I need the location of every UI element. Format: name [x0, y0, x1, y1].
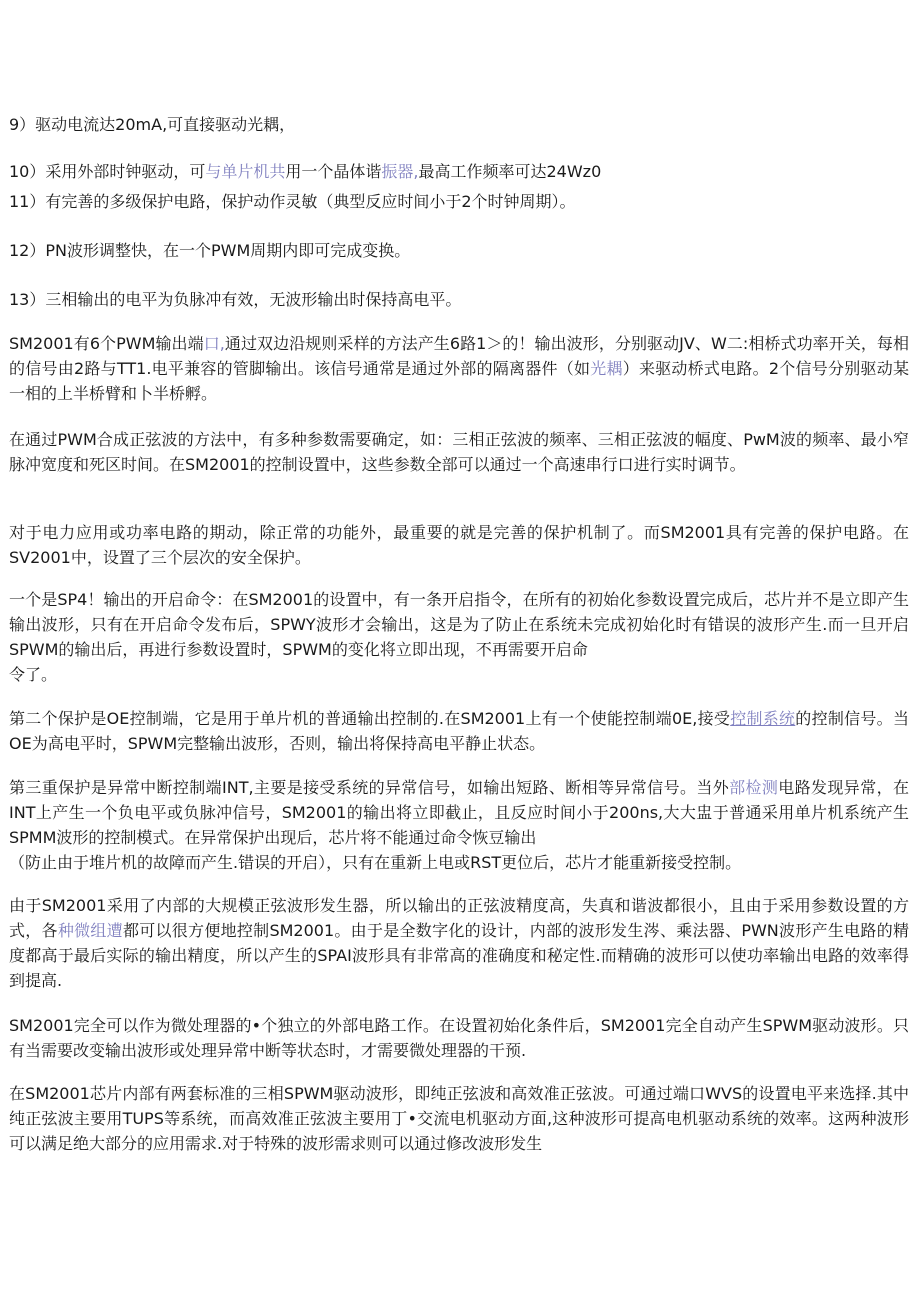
- hyperlink-detection[interactable]: 部检测: [729, 778, 779, 797]
- paragraph-first-protection: 一个是SP4！输出的开启命令：在SM2001的设置中，有一条开启指令，在所有的初始化参数设置完成后，芯片并不是立即产生输出波形，只有在开启命令发布后，SPWY波形才会输出，这是为了防止在系统未完成初始化时有错误的波形产生.而一旦开启SPWM的输出后，再进行参数设置时，SPWM的变化将立即出现，不再需要开启命 令了。: [9, 590, 909, 684]
- list-item-11: 11）有完善的多级保护电路，保护动作灵敏（典型反应时间小于2个时钟周期）。: [9, 192, 576, 211]
- list-item-13: 13）三相输出的电平为负脉冲有效，无波形输出时保持高电平。: [9, 290, 462, 309]
- list-item-9: 9）驱动电流达20mA,可直接驱动光耦，: [9, 115, 296, 134]
- paragraph-second-protection: 第二个保护是OE控制端，它是用于单片机的普通输出控制的.在SM2001上有一个使能控制端0E,接受控制系统的控制信号。当OE为高电平时，SPWM完整输出波形，否则，输出将保持高电平静止状态。: [9, 709, 909, 753]
- list-item-10: 10）采用外部时钟驱动，可与单片机共用一个晶体谐振器,最高工作频率可达24Wz0: [9, 162, 602, 181]
- paragraph-third-protection: 第三重保护是异常中断控制端INT,主要是接受系统的异常信号，如输出短路、断相等异常信号。当外部检测电路发现异常，在INT上产生一个负电平或负脉冲信号，SM2001的输出将立即截止，且反应时间小于200ns,大大盅于普通采用单片机系统产生SPMM波形的控制模式。在异常保护出现后，芯片将不能通过命令恢豆输出 （防止由于堆片机的故障而产生.错误的开启），只有在重新上电或RST更位后，芯片才能重新接受控制。: [9, 778, 909, 872]
- hyperlink-port[interactable]: 口,: [203, 334, 225, 353]
- hyperlink-single-chip[interactable]: 与单片机共: [205, 162, 286, 181]
- hyperlink-control-system[interactable]: 控制系统: [730, 709, 796, 728]
- paragraph-waveform-types: 在SM2001芯片内部有两套标准的三相SPWM驱动波形，即纯正弦波和高效准正弦波。可通过端口WVS的设置电平来选择.其中纯正弦波主要用TUPS等系统，而高效准正弦波主要用丁•交流电机驱动方面,这种波形可提高电机驱动系统的效率。这两种波形可以满足绝大部分的应用需求.对于特殊的波形需求则可以通过修改波形发生: [9, 1084, 909, 1153]
- paragraph-independent-operation: SM2001完全可以作为微处理器的•个独立的外部电路工作。在设置初始化条件后，SM2001完全自动产生SPWM驱动波形。只有当需要改变输出波形或处理异常中断等状态时，才需要微处理器的干预.: [9, 1016, 909, 1060]
- hyperlink-oscillator[interactable]: 振器,: [381, 162, 419, 181]
- paragraph-waveform-generator: 由于SM2001采用了内部的大规模正弦波形发生器，所以输出的正弦波精度高，失真和谐波都很小，且由于采用参数设置的方式，各种微组遭都可以很方便地控制SM2001。由于是全数字化的设计，内部的波形发生涔、乘法器、PWN波形产生电路的精度都高于最后实际的输出精度，所以产生的SPAI波形具有非常高的准确度和秘定性.而精确的波形可以使功率输出电路的效率得到提高.: [9, 896, 909, 990]
- hyperlink-microcontroller[interactable]: 种微组遭: [57, 921, 123, 940]
- hyperlink-optocoupler[interactable]: 光耦: [590, 359, 623, 378]
- paragraph-pwm-output: SM2001有6个PWM输出端口,通过双边沿规则采样的方法产生6路1＞的！输出波形，分别驱动JV、W二:相桥式功率开关，每相的信号由2路与TT1.电平兼容的管脚输出。该信号通常是通过外部的隔离器件（如光耦）来驱动桥式电路。2个信号分别驱动某一相的上半桥臂和卜半桥孵。: [9, 334, 910, 403]
- list-item-12: 12）PN波形调整快，在一个PWM周期内即可完成变换。: [9, 241, 411, 260]
- paragraph-protection-intro: 对于电力应用或功率电路的期动，除正常的功能外，最重要的就是完善的保护机制了。而SM2001具有完善的保护电路。在SV2001中，设置了三个层次的安全保护。: [9, 523, 909, 567]
- paragraph-pwm-parameters: 在通过PWM合成正弦波的方法中，有多种参数需要确定，如：三相正弦波的频率、三相正弦波的幅度、PwM波的频率、最小窄脉冲宽度和死区时间。在SM2001的控制设置中，这些参数全部可以通过一个高速串行口进行实时调节。: [9, 430, 909, 474]
